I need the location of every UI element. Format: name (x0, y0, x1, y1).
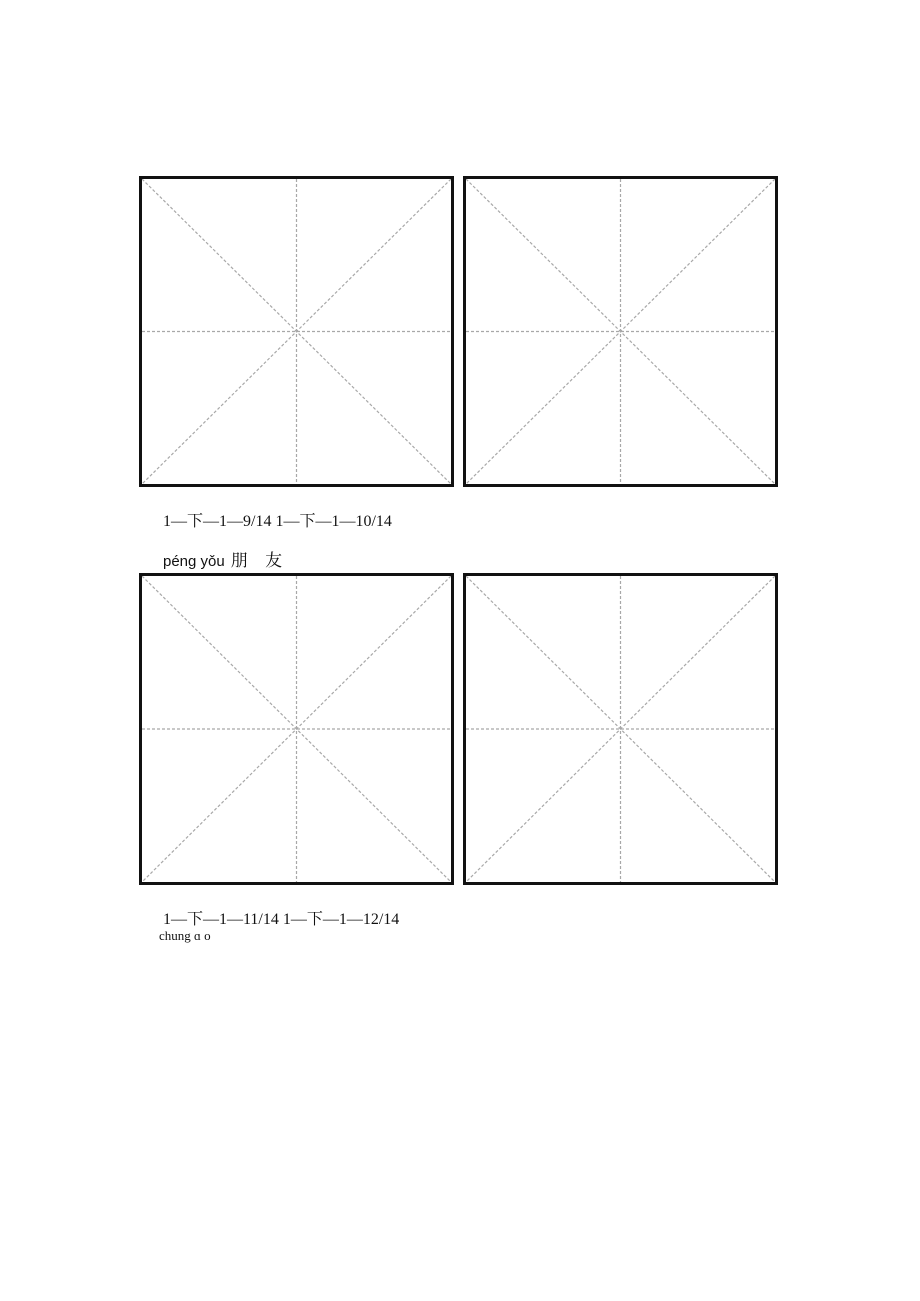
mi-grid-guides (466, 576, 775, 882)
mi-grid-guides (142, 576, 451, 882)
page-number-caption: 1—下—1—9/14 1—下—1—10/14 (163, 513, 392, 530)
pinyin-word-line (163, 546, 288, 571)
mi-grid-guides (466, 179, 775, 484)
writing-grid-box (139, 573, 454, 885)
pinyin-syllables: péng yǒu (163, 553, 225, 570)
writing-grid-box (463, 573, 778, 885)
writing-grid-box (463, 176, 778, 487)
mi-grid-guides (142, 179, 451, 484)
footer-pinyin-text: chung ɑ o (159, 928, 211, 943)
writing-grid-box (139, 176, 454, 487)
page-number-caption: 1—下—1—11/14 1—下—1—12/14 (163, 911, 400, 928)
hanzi-characters: 朋 友 (230, 551, 289, 571)
